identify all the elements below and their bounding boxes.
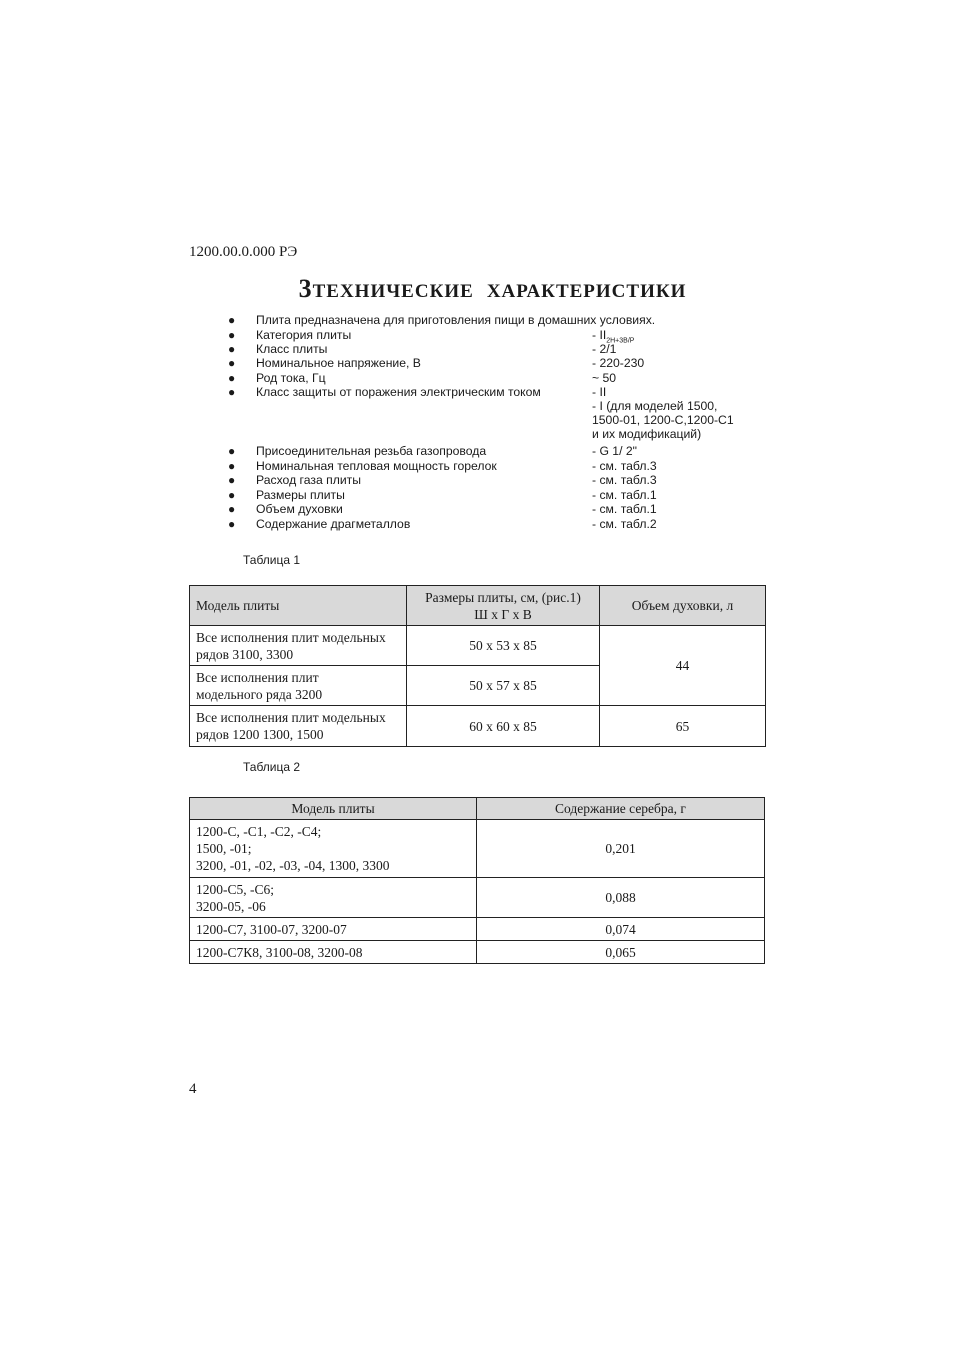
bullet-icon: ● [228, 488, 236, 502]
spec-value-text: - см. табл.3 [592, 459, 657, 473]
header-silver: Содержание серебра, г [477, 798, 765, 820]
title-letter: Т [312, 281, 327, 302]
model-line: Все исполнения плит модельных [196, 710, 386, 725]
spec-label: Присоединительная резьба газопровода [256, 444, 487, 458]
spec-value [592, 459, 657, 473]
table-row [190, 941, 765, 964]
table2-caption: Таблица 2 [243, 760, 301, 774]
spec-label: Категория плиты [256, 328, 352, 342]
bullet-icon: ● [228, 371, 236, 385]
section-number: 3 [298, 274, 313, 303]
bullet-icon: ● [228, 502, 236, 516]
spec-label: Род тока, Гц [256, 371, 326, 385]
table-header-row [190, 798, 765, 820]
spec-value [592, 488, 657, 502]
header-size-line2: Ш х Г х В [474, 606, 532, 622]
spec-value [592, 502, 657, 516]
bullet-icon: ● [228, 313, 236, 327]
model-line: 3200-05, -06 [196, 898, 266, 914]
bullet-icon: ● [228, 342, 236, 356]
header-model: Модель плиты [190, 586, 407, 626]
spec-value-text: - G 1/ 2" [592, 444, 637, 458]
silver-cell: 0,088 [477, 878, 765, 918]
spec-value-text: - см. табл.1 [592, 502, 657, 516]
document-number: 1200.00.0.000 РЭ [189, 244, 298, 260]
dimensions-table [189, 585, 766, 747]
table-row [190, 918, 765, 941]
model-line: 1200-С, -С1, -С2, -С4; [196, 824, 322, 839]
silver-cell: 0,065 [477, 941, 765, 964]
model-cell [190, 666, 407, 706]
model-line: рядов 1200 1300, 1500 [196, 727, 324, 742]
size-cell: 60 х 60 х 85 [407, 706, 600, 747]
header-volume: Объем духовки, л [600, 586, 766, 626]
header-model: Модель плиты [190, 798, 477, 820]
size-cell: 50 х 53 х 85 [407, 626, 600, 666]
model-line: модельного ряда 3200 [196, 686, 323, 702]
spec-label: Расход газа плиты [256, 473, 361, 487]
spec-label: Объем духовки [256, 502, 343, 516]
title-word: АРАКТЕРИСТИКИ [501, 281, 687, 302]
spec-value-text: - см. табл.1 [592, 488, 657, 502]
precious-metals-table [189, 797, 765, 964]
model-cell [190, 626, 407, 666]
spec-value-text: - см. табл.2 [592, 517, 657, 531]
table-row [190, 878, 765, 918]
title-word: ЕХНИЧЕСКИЕ [326, 281, 474, 302]
spec-value-text: - II [592, 385, 607, 399]
silver-cell: 0,201 [477, 820, 765, 878]
spec-value-sub: 2H+3B/P [606, 337, 635, 345]
spec-label: Размеры плиты [256, 488, 345, 502]
spec-value-extra: 1500-01, 1200-С,1200-С1 [592, 413, 734, 427]
spec-label: Номинальное напряжение, В [256, 356, 421, 370]
spec-label: Номинальная тепловая мощность горелок [256, 459, 497, 473]
model-cell [190, 878, 477, 918]
spec-value-text: - см. табл.3 [592, 473, 657, 487]
model-line: 1200-С5, -С6; [196, 881, 275, 897]
model-cell: 1200-С7К8, 3100-08, 3200-08 [190, 941, 477, 964]
table-header-row [190, 586, 766, 626]
model-line: Все исполнения плит [196, 669, 319, 685]
spec-label: Содержание драгметаллов [256, 517, 411, 531]
spec-value [592, 444, 637, 458]
model-line: 1500, -01; [196, 841, 252, 856]
spec-value [592, 356, 644, 370]
bullet-icon: ● [228, 459, 236, 473]
table-row [190, 706, 766, 747]
bullet-icon: ● [228, 328, 236, 342]
spec-value-text: ~ 50 [592, 371, 617, 385]
title-letter: Х [486, 281, 502, 302]
model-line: 3200, -01, -02, -03, -04, 1300, 3300 [196, 858, 390, 873]
model-line: рядов 3100, 3300 [196, 646, 294, 662]
spec-label: Класс плиты [256, 342, 328, 356]
size-cell: 50 х 57 х 85 [407, 666, 600, 706]
spec-value [592, 385, 734, 441]
model-cell [190, 820, 477, 878]
bullet-icon: ● [228, 473, 236, 487]
spec-value-text: - 220-230 [592, 356, 645, 370]
model-line: Все исполнения плит модельных [196, 629, 386, 645]
spec-value [592, 517, 657, 531]
silver-cell: 0,074 [477, 918, 765, 941]
header-size [407, 586, 600, 626]
spec-value-extra: - I (для моделей 1500, [592, 399, 718, 413]
spec-value [592, 371, 616, 385]
spec-label: Класс защиты от поражения электрическим током [256, 385, 541, 399]
model-cell: 1200-С7, 3100-07, 3200-07 [190, 918, 477, 941]
spec-value-text: - II [592, 328, 607, 342]
bullet-icon: ● [228, 517, 236, 531]
header-size-line1: Размеры плиты, см, (рис.1) [425, 589, 581, 605]
page-number: 4 [189, 1081, 197, 1097]
spec-value-text: - 2/1 [592, 342, 617, 356]
section-title [0, 274, 955, 304]
bullet-icon: ● [228, 356, 236, 370]
spec-value [592, 473, 657, 487]
bullet-icon: ● [228, 444, 236, 458]
volume-cell: 44 [600, 626, 766, 706]
volume-cell: 65 [600, 706, 766, 747]
table-row [190, 626, 766, 666]
spec-label: Плита предназначена для приготовления пищи в домашних условиях. [256, 313, 656, 327]
spec-value-extra: и их модификаций) [592, 427, 702, 441]
spec-value [592, 342, 616, 356]
table1-caption: Таблица 1 [243, 553, 301, 567]
table-row [190, 820, 765, 878]
bullet-icon: ● [228, 385, 236, 399]
model-cell [190, 706, 407, 747]
